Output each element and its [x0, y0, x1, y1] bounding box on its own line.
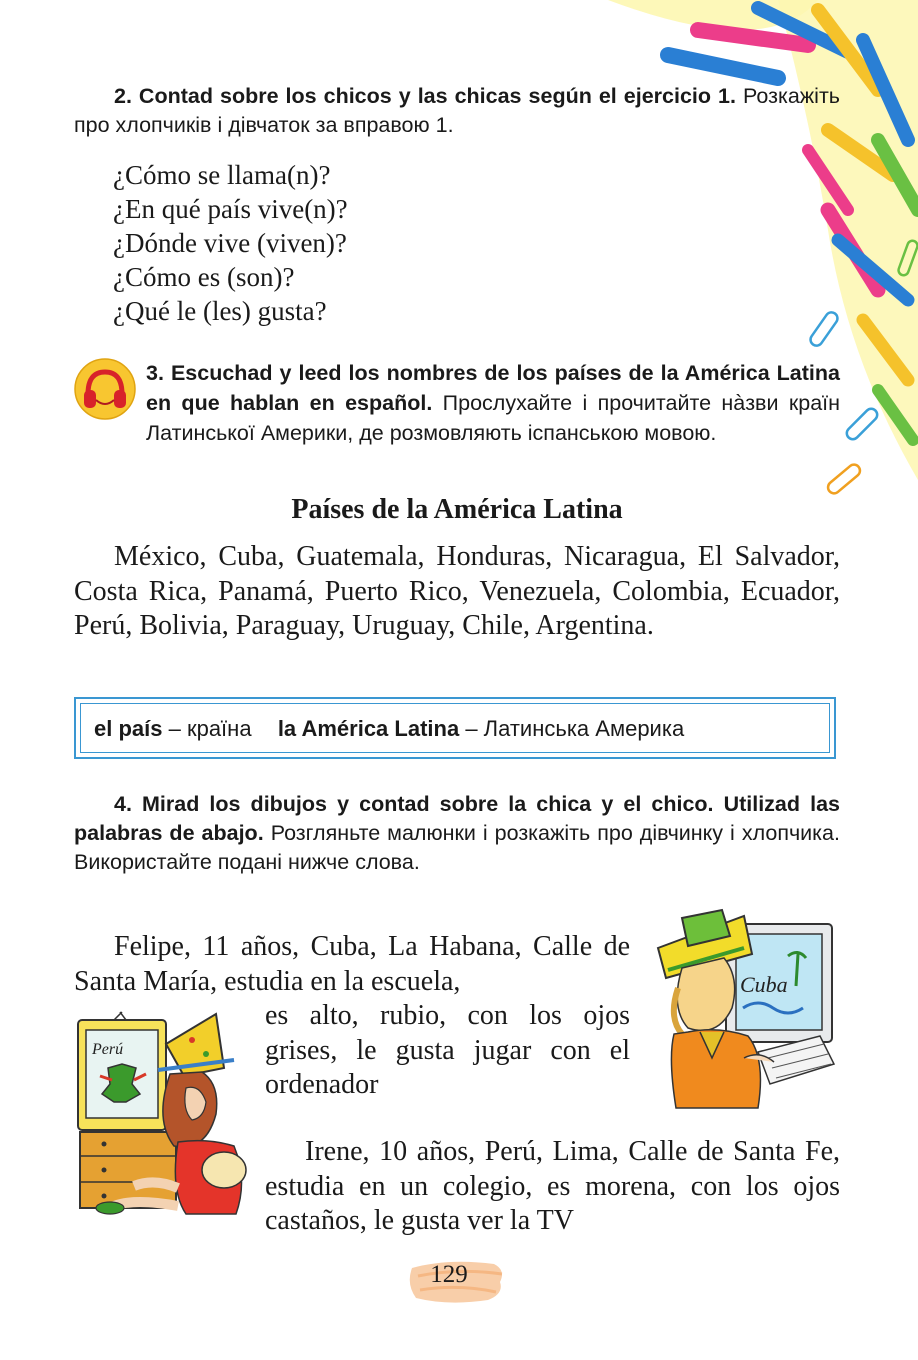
- question-item: ¿Qué le (les) gusta?: [113, 296, 327, 326]
- felipe-screen-label: Cuba: [740, 972, 788, 997]
- exercise-4-heading: 4. Mirad los dibujos y contad sobre la chica y el chico. Utilizad las palabras de abajo: [74, 792, 840, 845]
- page-number-badge: [408, 1256, 508, 1306]
- question-item: ¿Dónde vive (viven)?: [113, 228, 347, 258]
- exercise-3-heading: 3. Escuchad y leed los nombres de los países de la América Latina en que hablan en español: [146, 361, 840, 415]
- countries-text: México, Cuba, Guatemala, Honduras, Nicaragua, El Salvador, Costa Rica, Panamá, Puerto Rico, Venezuela, Colombia, Ecuador, Perú, Bolivia, Paraguay, Uruguay, Chile, Argentina.: [74, 541, 840, 641]
- page-number: 129: [430, 1261, 468, 1288]
- question-item: ¿En qué país vive(n)?: [113, 194, 348, 224]
- felipe-illustration: [648, 908, 840, 1118]
- vocab-definition: – Латинська Америка: [465, 716, 685, 741]
- irene-illustration: [74, 1010, 250, 1226]
- irene-screen-label: Perú: [92, 1041, 124, 1058]
- exercise-2-instruction: [74, 82, 840, 140]
- countries-title: Países de la América Latina: [291, 494, 623, 525]
- question-list: [113, 158, 348, 328]
- irene-description: Irene, 10 años, Perú, Lima, Calle de Santa Fe, estudia en un colegio, es morena, con los ojos castaños, le gusta ver la TV: [265, 1136, 840, 1236]
- felipe-description-2: es alto, rubio, con los ojos grises, le gusta jugar con el ordenador: [265, 1000, 630, 1100]
- vocabulary-inner: [80, 703, 830, 753]
- vocab-term: la América Latina: [277, 716, 460, 741]
- vocabulary-box: [74, 697, 836, 759]
- exercise-4-instruction: 4. Mirad los dibujos y contad sobre la chica y el chico. Utilizad las palabras de abajo. Розгляньте малюнки і розкажіть про дівчинку і хлопчика. Використайте подані нижче слова.: [74, 792, 840, 874]
- question-item: ¿Cómo es (son)?: [113, 262, 295, 292]
- exercise-3-translation: Прослухайте і прочитайте нàзви країн Латинської Америки, де розмовляють іспанською мовою.: [146, 391, 840, 445]
- question-item: ¿Cómo se llama(n)?: [113, 160, 331, 190]
- felipe-description-1: Felipe, 11 años, Cuba, La Habana, Calle de Santa María, estudia en la escuela,: [74, 931, 630, 997]
- headphones-icon[interactable]: [74, 358, 136, 420]
- vocab-term: el país: [94, 716, 163, 741]
- exercise-4-translation: Розгляньте малюнки і розкажіть про дівчинку і хлопчика. Використайте подані нижче слова.: [74, 821, 840, 874]
- vocab-definition: – країна: [168, 716, 252, 741]
- exercise-2-heading: 2. Contad sobre los chicos y las chicas según el ejercicio 1.: [114, 84, 736, 108]
- exercise-3-instruction: 3. Escuchad y leed los nombres de los países de la América Latina en que hablan en español. Прослухайте і прочитайте нàзви країн Латинської Америки, де розмовляють іспанською мовою.: [146, 361, 840, 445]
- exercise-2-translation: Розкажіть про хлопчиків і дівчаток за вправою 1.: [74, 84, 840, 137]
